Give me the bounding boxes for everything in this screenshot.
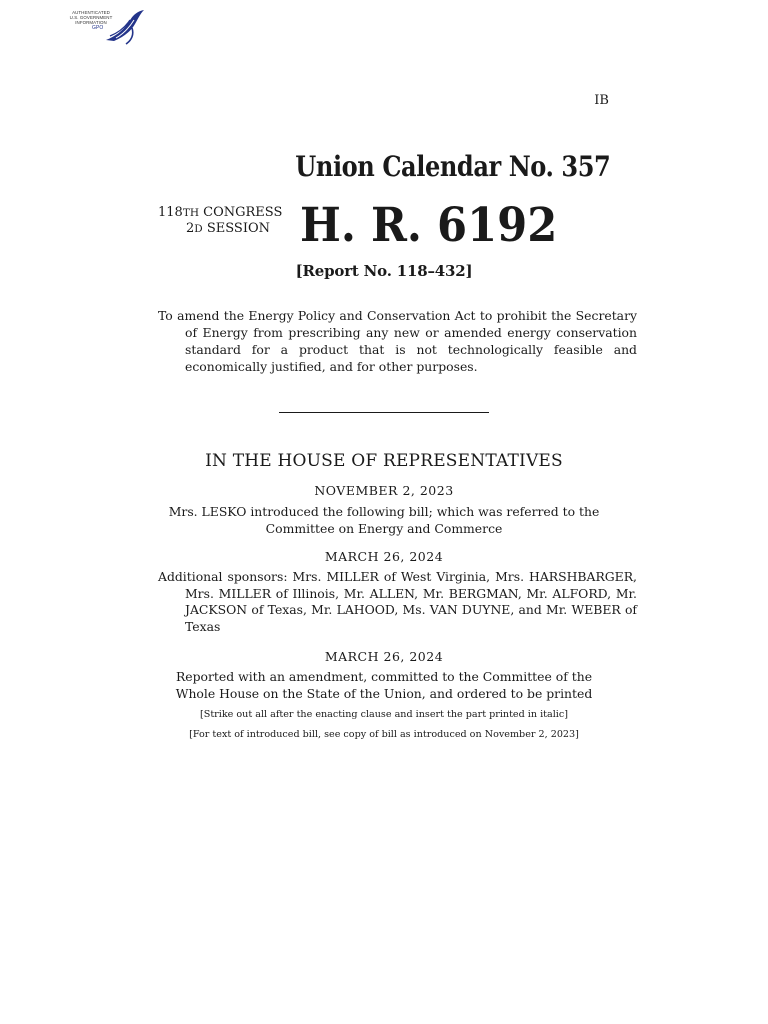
bill-stage-tag: IB xyxy=(594,93,609,108)
bill-purpose: To amend the Energy Policy and Conservation Act to prohibit the Secretary of Energy from prescribing any new or amended energy conservation standard for a product that is not technologically feasible and economically justified, and for other purposes. xyxy=(158,308,637,374)
logo-line-3: INFORMATION xyxy=(75,20,107,25)
bill-number: H. R. 6192 xyxy=(300,198,558,253)
logo-gpo-mark: GPO xyxy=(92,25,104,31)
logo-line-2: U.S. GOVERNMENT xyxy=(69,15,113,20)
congress-line: 118TH CONGRESS xyxy=(158,205,283,220)
introduced-date: NOVEMBER 2, 2023 xyxy=(314,483,454,498)
introduced-text-note: [For text of introduced bill, see copy of bill as introduced on November 2, 2023] xyxy=(189,729,579,740)
reported-date: MARCH 26, 2024 xyxy=(324,649,444,664)
gpo-authenticated-logo xyxy=(62,6,150,48)
eagle-icon xyxy=(102,6,148,48)
divider-rule xyxy=(279,412,489,413)
union-calendar-number: Union Calendar No. 357 xyxy=(294,150,610,183)
session-line: 2D SESSION xyxy=(186,221,270,236)
strike-out-note: [Strike out all after the enacting clause and insert the part printed in italic] xyxy=(200,709,568,720)
reported-text: Reported with an amendment, committed to the Committee of the Whole House on the State of the Union, and ordered to be printed xyxy=(175,669,593,701)
sponsors-date: MARCH 26, 2024 xyxy=(324,549,444,564)
house-heading: IN THE HOUSE OF REPRESENTATIVES xyxy=(205,451,563,471)
congress-session-block xyxy=(158,205,282,237)
logo-line-1: AUTHENTICATED xyxy=(72,10,110,15)
additional-sponsors: Additional sponsors: Mrs. MILLER of West Virginia, Mrs. HARSHBARGER, Mrs. MILLER of Illinois, Mr. ALLEN, Mr. BERGMAN, Mr. ALFORD, Mr. JACKSON of Texas, Mr. LAHOOD, Ms. VAN DUYNE, and Mr. WEBER of Texas xyxy=(158,569,637,634)
report-number: [Report No. 118–432] xyxy=(295,262,473,280)
introduced-text: Mrs. LESKO introduced the following bill; which was referred to the Committee on Energy and Commerce xyxy=(168,504,600,536)
